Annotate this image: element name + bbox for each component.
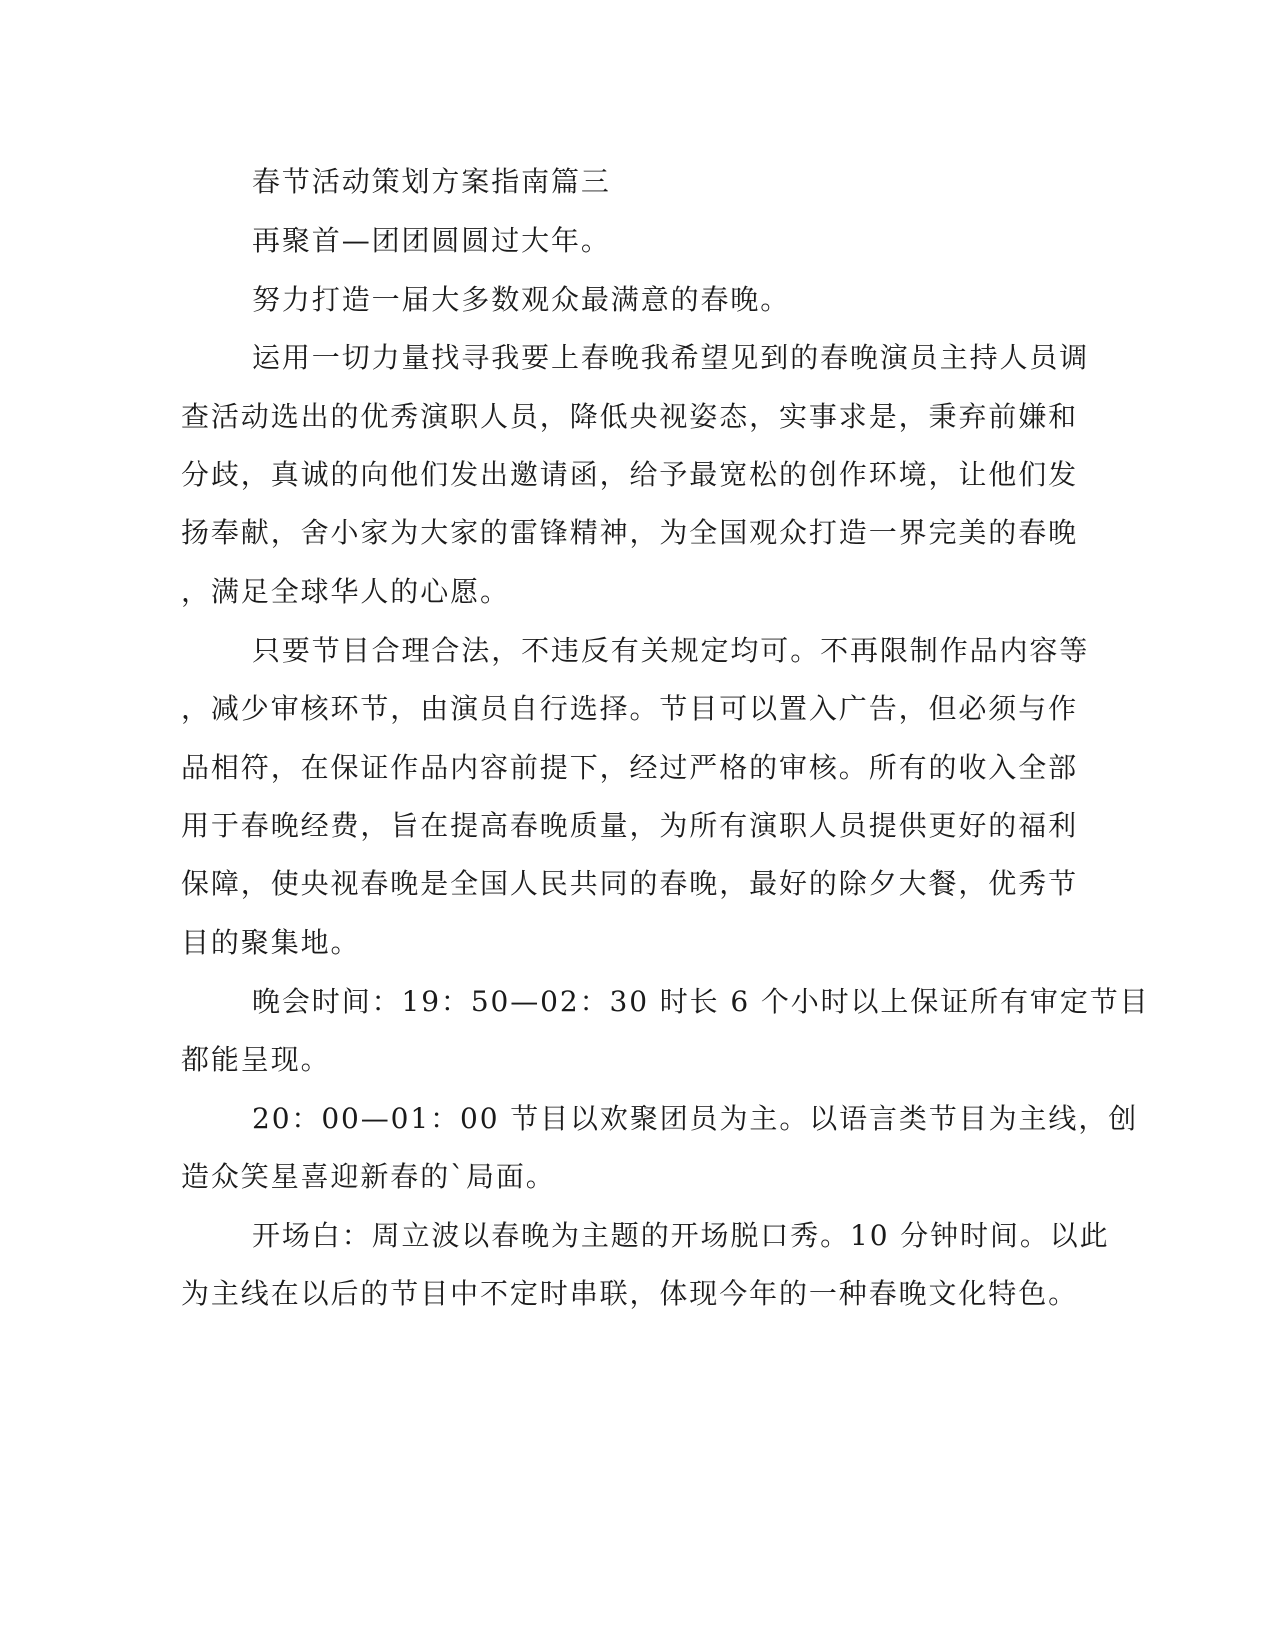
text-line: 查活动选出的优秀演职人员，降低央视姿态，实事求是，秉弃前嫌和	[181, 400, 1079, 433]
text-line: ，满足全球华人的心愿。	[181, 575, 510, 608]
text-line: 保障，使央视春晚是全国人民共同的春晚，最好的除夕大餐，优秀节	[181, 867, 1079, 900]
text-line: 造众笑星喜迎新春的`局面。	[181, 1160, 556, 1193]
text-line: 努力打造一届大多数观众最满意的春晚。	[252, 283, 791, 316]
text-line: 都能呈现。	[181, 1043, 331, 1076]
text-line: 品相符，在保证作品内容前提下，经过严格的审核。所有的收入全部	[181, 751, 1079, 784]
text-line: 运用一切力量找寻我要上春晚我希望见到的春晚演员主持人员调	[252, 341, 1090, 374]
text-line: 目的聚集地。	[181, 926, 361, 959]
text-line: 再聚首—团团圆圆过大年。	[252, 224, 611, 257]
text-line: 扬奉献，舍小家为大家的雷锋精神，为全国观众打造一界完美的春晚	[181, 516, 1079, 549]
text-line: 20：00—01：00 节目以欢聚团员为主。以语言类节目为主线，创	[252, 1102, 1139, 1135]
text-line: 分歧，真诚的向他们发出邀请函，给予最宽松的创作环境，让他们发	[181, 458, 1079, 491]
text-line: 为主线在以后的节目中不定时串联，体现今年的一种春晚文化特色。	[181, 1277, 1079, 1310]
text-line: ，减少审核环节，由演员自行选择。节目可以置入广告，但必须与作	[181, 692, 1079, 725]
text-line: 只要节目合理合法，不违反有关规定均可。不再限制作品内容等	[252, 634, 1090, 667]
text-line: 开场白：周立波以春晚为主题的开场脱口秀。10 分钟时间。以此	[252, 1219, 1110, 1252]
text-line: 用于春晚经费，旨在提高春晚质量，为所有演职人员提供更好的福利	[181, 809, 1079, 842]
document-title: 春节活动策划方案指南篇三	[252, 165, 611, 198]
text-line: 晚会时间：19：50—02：30 时长 6 个小时以上保证所有审定节目	[252, 985, 1150, 1018]
